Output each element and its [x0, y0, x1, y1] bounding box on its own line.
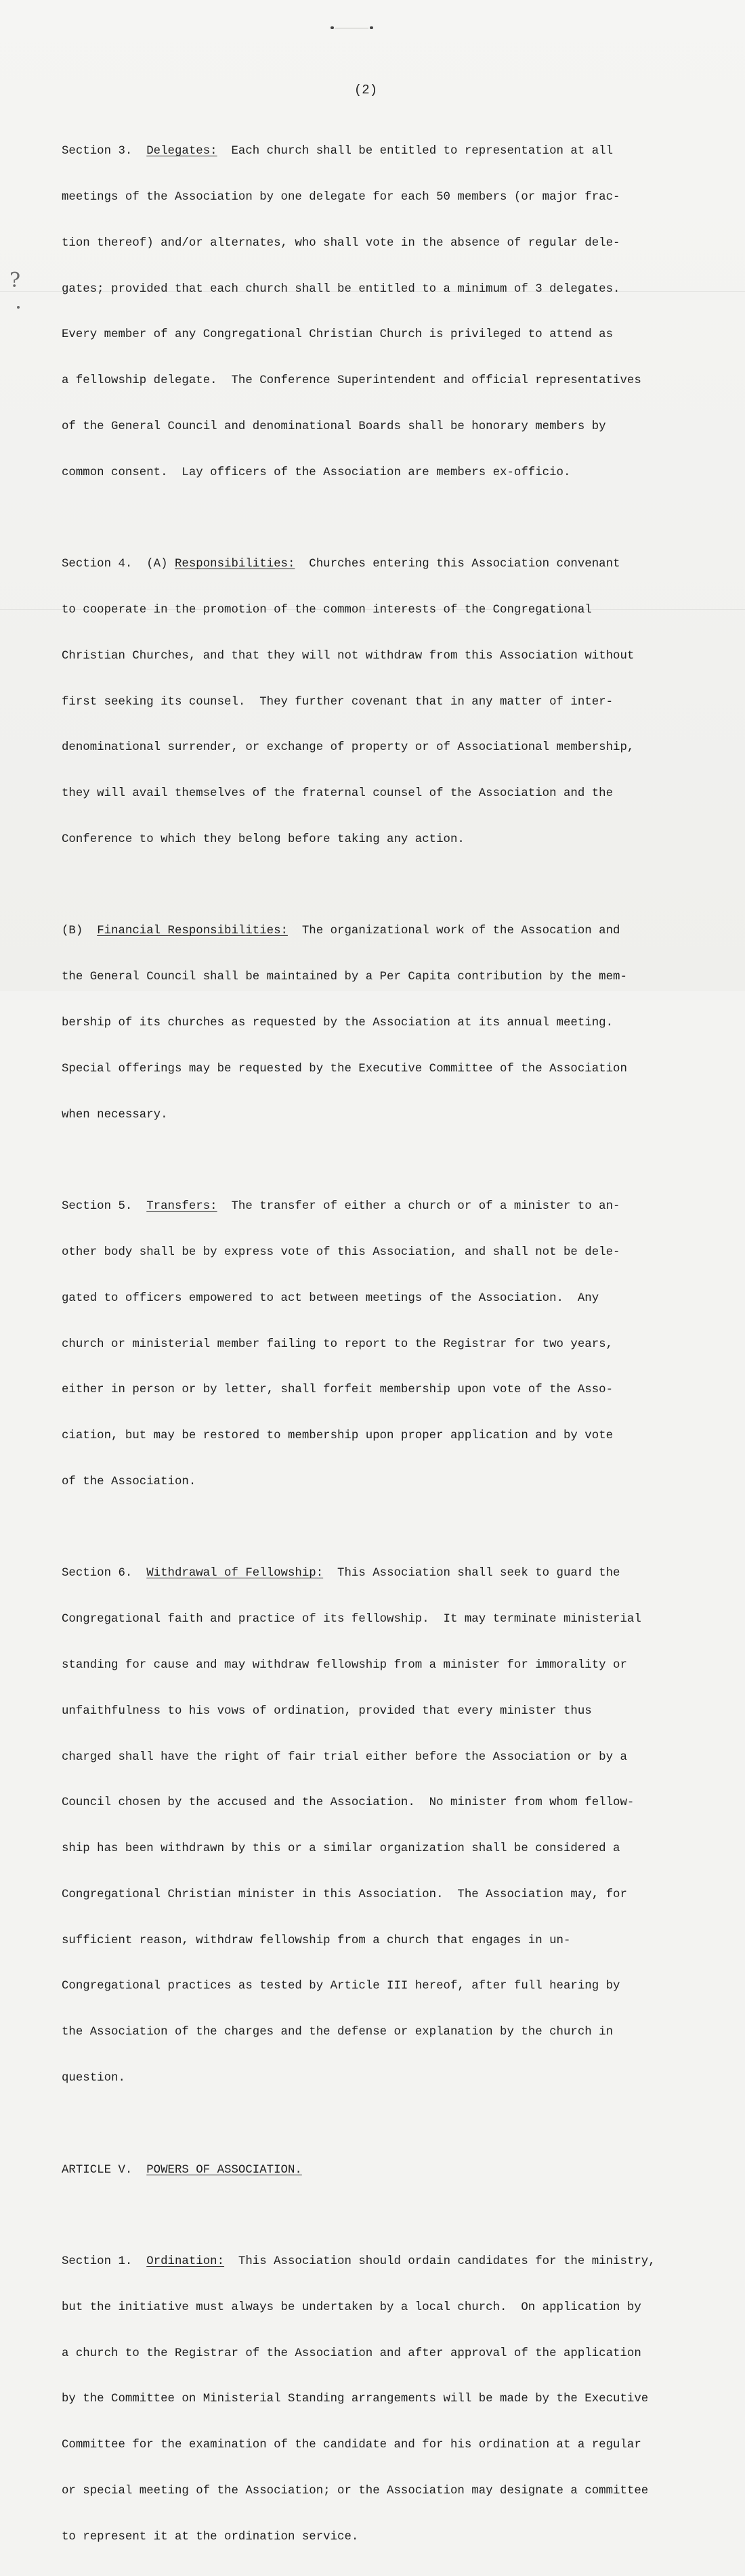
text-line: other body shall be by express vote of this Association, and shall not be dele-: [62, 1245, 620, 1259]
text-line: or special meeting of the Association; or the Association may designate a committee: [62, 2485, 649, 2498]
section-prefix: Section 1.: [62, 2255, 147, 2269]
text-line: tion thereof) and/or alternates, who shall vote in the absence of regular dele-: [62, 236, 620, 250]
text-line: when necessary.: [62, 1108, 168, 1122]
article-heading: [62, 2132, 712, 2208]
page-number: (2): [354, 83, 378, 97]
text-line: Committee for the examination of the candidate and for his ordination at a regular: [62, 2439, 641, 2452]
text-line: denominational surrender, or exchange of property or of Associational membership,: [62, 741, 635, 755]
section-heading: Ordination:: [146, 2255, 225, 2269]
text-line: unfaithfulness to his vows of ordination, provided that every minister thus: [62, 1704, 592, 1718]
section-prefix: Section 3.: [62, 145, 147, 158]
text-line: ciation, but may be restored to membership upon proper application and by vote: [62, 1429, 614, 1443]
text-line: of the Association.: [62, 1475, 196, 1488]
text-line: sufficient reason, withdraw fellowship from a church that engages in un-: [62, 1934, 571, 1947]
text-line: but the initiative must always be undertaken by a local church. On application by: [62, 2301, 641, 2314]
text-line: common consent. Lay officers of the Association are members ex-officio.: [62, 466, 571, 479]
section-6-paragraph: [62, 1536, 712, 2117]
text-line: bership of its churches as requested by the Association at its annual meeting.: [62, 1017, 614, 1030]
margin-question-mark: ?: [9, 269, 21, 292]
text-line: the Association of the charges and the defense or explanation by the church in: [62, 2026, 614, 2039]
section-heading: Financial Responsibilities:: [97, 925, 288, 938]
section-prefix: Section 5.: [62, 1200, 147, 1214]
document-body: [62, 114, 712, 2576]
text-line: a church to the Registrar of the Association and after approval of the application: [62, 2347, 641, 2360]
article-title: POWERS OF ASSOCIATION.: [146, 2163, 302, 2177]
text-line: to represent it at the ordination service.: [62, 2530, 359, 2544]
text-line: This Association should ordain candidates for the ministry,: [224, 2255, 656, 2269]
section-prefix: (B): [62, 925, 98, 938]
text-line: they will avail themselves of the fraternal counsel of the Association and the: [62, 787, 614, 801]
text-line: The organizational work of the Assocation and: [287, 925, 620, 938]
text-line: either in person or by letter, shall forfeit membership upon vote of the Asso-: [62, 1383, 614, 1397]
section-4a-paragraph: [62, 527, 712, 879]
text-line: the General Council shall be maintained by a Per Capita contribution by the mem-: [62, 971, 627, 984]
staple-mark: [329, 26, 377, 30]
text-line: church or ministerial member failing to report to the Registrar for two years,: [62, 1337, 614, 1351]
section-heading: Responsibilities:: [174, 558, 295, 571]
text-line: This Association shall seek to guard the: [323, 1567, 620, 1580]
text-line: Each church shall be entitled to representation at all: [217, 145, 614, 158]
section-5-paragraph: [62, 1169, 712, 1521]
section-heading: Delegates:: [146, 145, 217, 158]
section-3-paragraph: [62, 114, 712, 511]
section-prefix: Section 6.: [62, 1567, 147, 1580]
text-line: Special offerings may be requested by the Executive Committee of the Association: [62, 1062, 627, 1075]
text-line: Christian Churches, and that they will not withdraw from this Association without: [62, 649, 635, 663]
text-line: standing for cause and may withdraw fellowship from a minister for immorality or: [62, 1658, 627, 1672]
article-5-section-1-paragraph: [62, 2224, 712, 2576]
text-line: by the Committee on Ministerial Standing arrangements will be made by the Executive: [62, 2393, 649, 2406]
section-prefix: Section 4. (A): [62, 558, 175, 571]
text-line: a fellowship delegate. The Conference Superintendent and official representatives: [62, 374, 641, 388]
text-line: ship has been withdrawn by this or a similar organization shall be considered a: [62, 1842, 620, 1856]
text-line: The transfer of either a church or of a minister to an-: [217, 1200, 620, 1214]
text-line: Churches entering this Association convenant: [295, 558, 620, 571]
text-line: first seeking its counsel. They further covenant that in any matter of inter-: [62, 695, 614, 709]
text-line: Congregational practices as tested by Article III hereof, after full hearing by: [62, 1980, 620, 1993]
text-line: to cooperate in the promotion of the common interests of the Congregational: [62, 604, 592, 617]
text-line: meetings of the Association by one delegate for each 50 members (or major frac-: [62, 190, 620, 204]
text-line: gates; provided that each church shall be entitled to a minimum of 3 delegates.: [62, 282, 620, 296]
text-line: Conference to which they belong before taking any action.: [62, 832, 465, 846]
text-line: question.: [62, 2072, 125, 2085]
text-line: Every member of any Congregational Christian Church is privileged to attend as: [62, 328, 614, 342]
section-heading: Withdrawal of Fellowship:: [146, 1567, 324, 1580]
text-line: Council chosen by the accused and the Association. No minister from whom fellow-: [62, 1796, 635, 1810]
text-line: gated to officers empowered to act between meetings of the Association. Any: [62, 1291, 599, 1305]
section-heading: Transfers:: [146, 1200, 217, 1214]
text-line: charged shall have the right of fair trial either before the Association or by a: [62, 1750, 627, 1764]
margin-dot: [17, 306, 20, 309]
text-line: Congregational faith and practice of its fellowship. It may terminate ministerial: [62, 1613, 641, 1626]
text-line: Congregational Christian minister in this Association. The Association may, for: [62, 1888, 627, 1901]
section-4b-paragraph: [62, 893, 712, 1153]
article-prefix: ARTICLE V.: [62, 2163, 147, 2177]
text-line: of the General Council and denominational Boards shall be honorary members by: [62, 420, 606, 433]
